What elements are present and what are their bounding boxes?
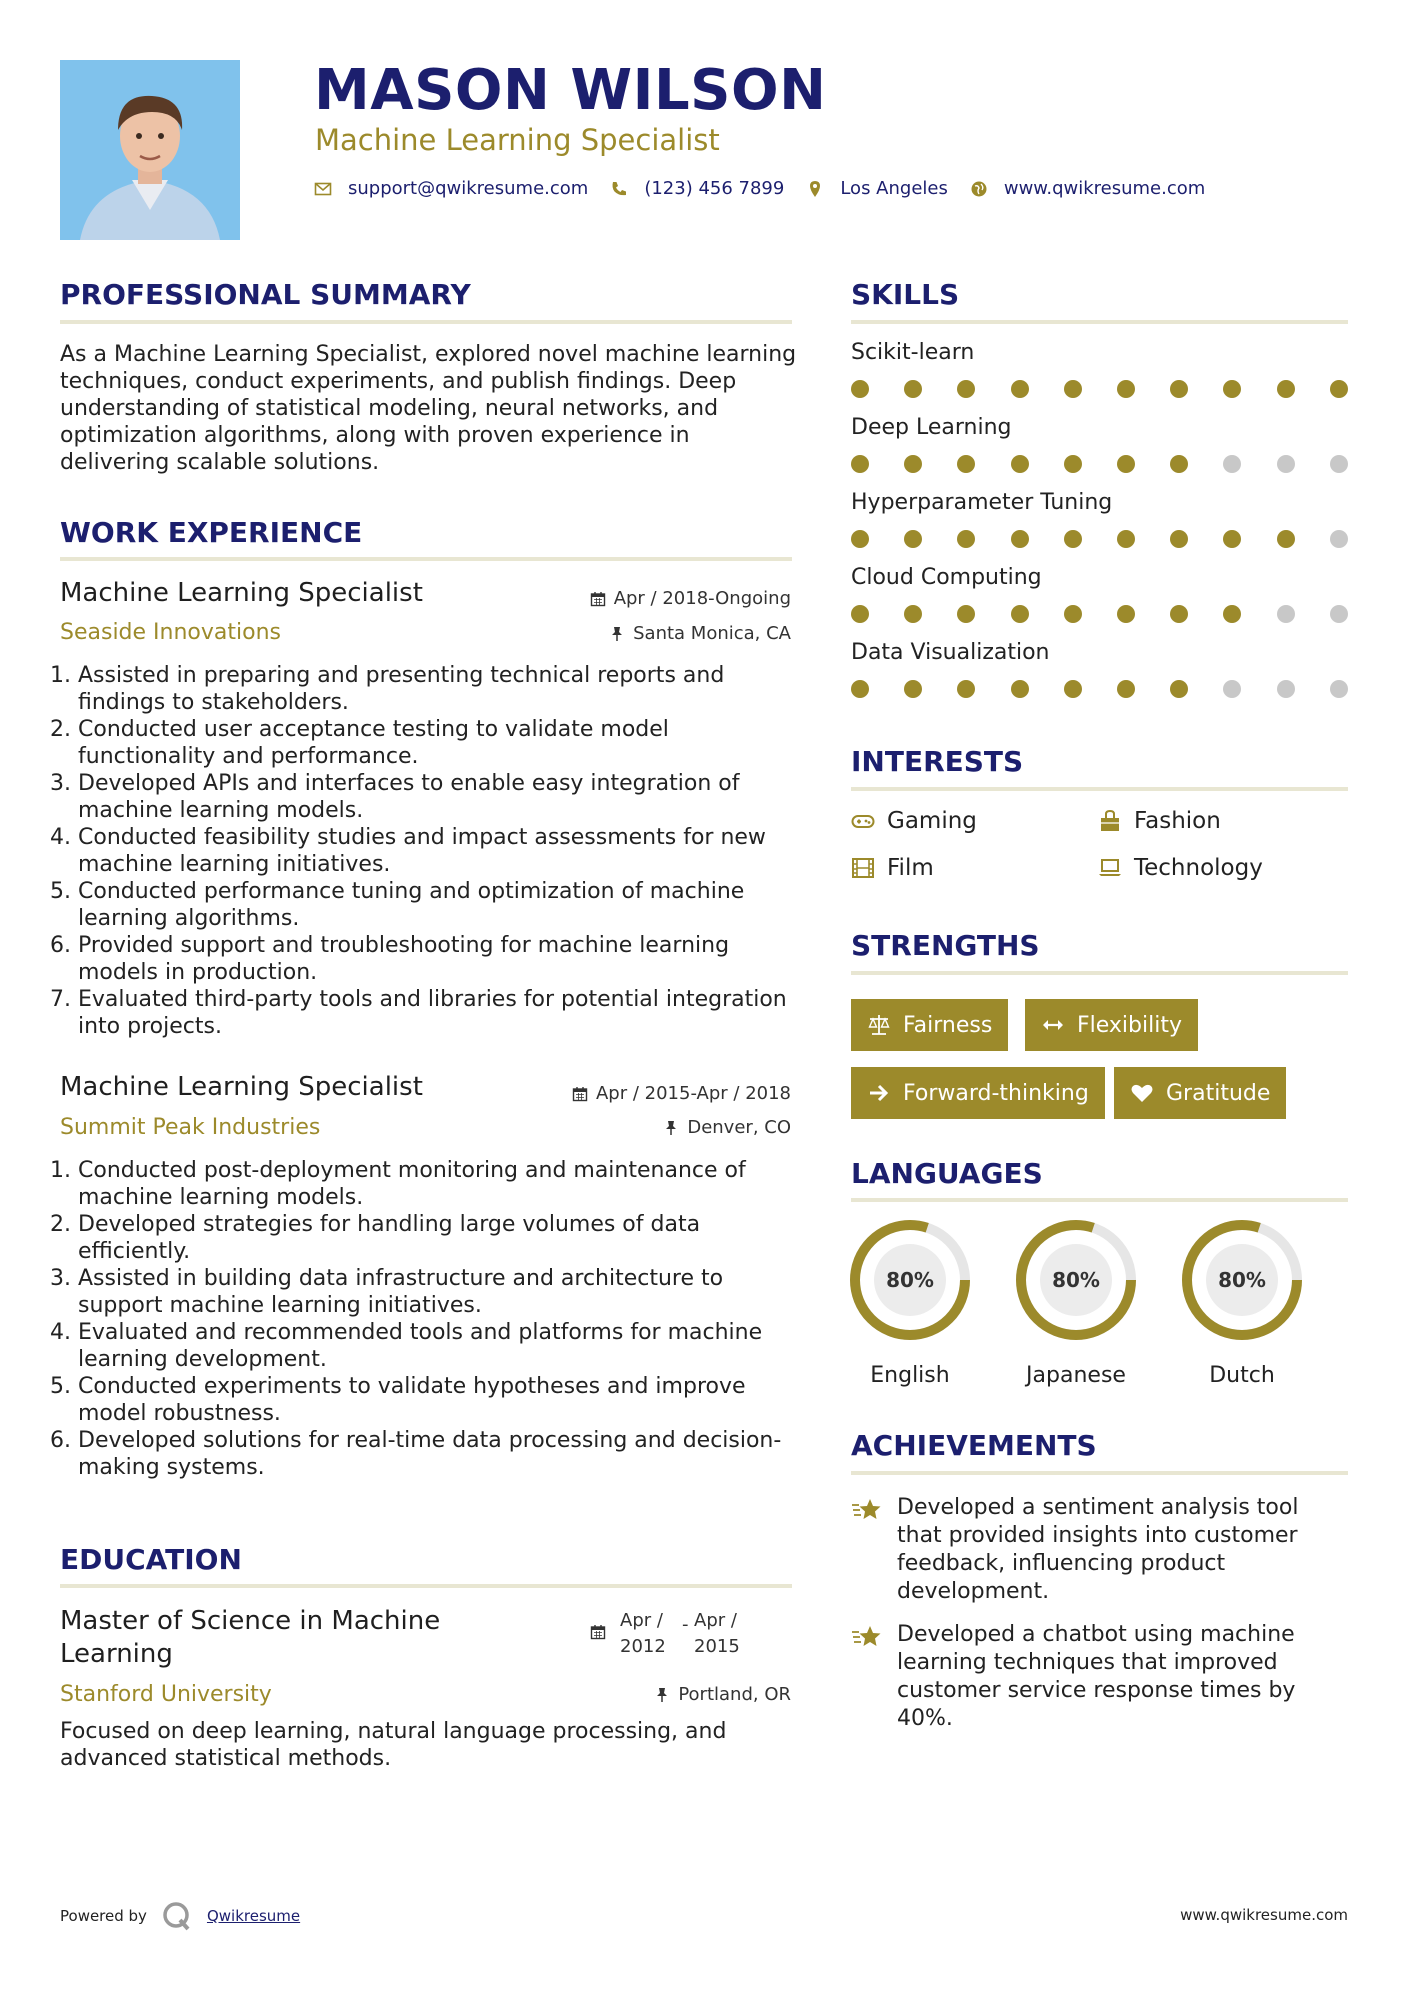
rating-dot-filled [1011, 605, 1029, 623]
achievement-item [851, 1494, 1348, 1606]
rating-dot-filled [1223, 605, 1241, 623]
date-dash: - [682, 1614, 689, 1635]
job-dates-text: Apr / 2018-Ongoing [613, 588, 791, 609]
footer-website[interactable]: www.qwikresume.com [1180, 1906, 1348, 1924]
interest-item [851, 855, 934, 881]
job-dates [590, 588, 791, 609]
rating-dot-filled [851, 680, 869, 698]
skill-rating [851, 380, 1348, 398]
end-year: 2015 [694, 1636, 740, 1657]
rating-dot-empty [1330, 530, 1348, 548]
end-month: Apr / [694, 1610, 737, 1631]
rating-dot-filled [1117, 530, 1135, 548]
job-bullet: 6. Developed solutions for real-time data processing and decision-making systems. [78, 1427, 800, 1481]
qwikresume-logo-icon [161, 1900, 193, 1932]
calendar-icon [590, 1624, 606, 1640]
rating-dot-filled [851, 530, 869, 548]
rating-dot-filled [851, 605, 869, 623]
education-end [694, 1608, 754, 1660]
strength-label: Forward-thinking [903, 1080, 1089, 1106]
education-location [654, 1684, 791, 1705]
rating-dot-filled [1011, 530, 1029, 548]
rating-dot-filled [1330, 380, 1348, 398]
achievements-heading: ACHIEVEMENTS [851, 1429, 1097, 1462]
interest-label: Gaming [887, 808, 977, 834]
rating-dot-filled [957, 605, 975, 623]
job-location-text: Santa Monica, CA [633, 623, 791, 644]
star-medal-icon [851, 1623, 883, 1651]
experience-divider [60, 557, 792, 561]
arrows-horizontal-icon [1041, 1013, 1065, 1037]
contact-bar [314, 178, 1227, 199]
shopping-bag-icon [1098, 809, 1122, 833]
phone-icon [610, 180, 628, 198]
job-location [609, 623, 791, 644]
skill-name: Data Visualization [851, 640, 1050, 665]
powered-by-label: Powered by [60, 1907, 147, 1925]
rating-dot-empty [1277, 605, 1295, 623]
rating-dot-filled [904, 380, 922, 398]
experience-heading: WORK EXPERIENCE [60, 516, 363, 549]
job-bullet-list [60, 1157, 800, 1481]
rating-dot-filled [904, 680, 922, 698]
rating-dot-filled [1064, 605, 1082, 623]
qwikresume-link[interactable]: Qwikresume [206, 1907, 301, 1925]
job-bullet: 1. Assisted in preparing and presenting technical reports and findings to stakeholders. [78, 662, 800, 716]
language-name: English [870, 1363, 950, 1388]
pushpin-icon [609, 626, 625, 642]
languages-divider [851, 1198, 1348, 1202]
job-dates [572, 1083, 791, 1104]
rating-dot-filled [1117, 680, 1135, 698]
rating-dot-empty [1277, 680, 1295, 698]
skills-divider [851, 320, 1348, 324]
education-divider [60, 1584, 792, 1588]
job-bullet: 1. Conducted post-deployment monitoring and maintenance of machine learning models. [78, 1157, 800, 1211]
rating-dot-filled [1011, 680, 1029, 698]
rating-dot-filled [1223, 530, 1241, 548]
language-progress-ring [849, 1219, 971, 1341]
pushpin-icon [654, 1687, 670, 1703]
interests-divider [851, 787, 1348, 791]
education-location-text: Portland, OR [678, 1684, 791, 1705]
strengths-divider [851, 971, 1348, 975]
job-company: Seaside Innovations [60, 620, 281, 645]
skill-rating [851, 530, 1348, 548]
contact-phone[interactable] [610, 178, 784, 199]
education-start [620, 1608, 682, 1660]
rating-dot-empty [1330, 680, 1348, 698]
rating-dot-filled [1170, 380, 1188, 398]
website-text: www.qwikresume.com [1003, 178, 1206, 199]
language-percent: 80% [1052, 1268, 1100, 1292]
skill-rating [851, 455, 1348, 473]
rating-dot-filled [1117, 455, 1135, 473]
phone-text: (123) 456 7899 [644, 178, 785, 199]
job-role: Machine Learning Specialist [60, 578, 423, 608]
achievements-divider [851, 1471, 1348, 1475]
education-text: Focused on deep learning, natural language processing, and advanced statistical methods. [60, 1719, 727, 1771]
rating-dot-filled [1064, 455, 1082, 473]
school-name: Stanford University [60, 1682, 272, 1707]
job-bullet: 4. Conducted feasibility studies and impact assessments for new machine learning initiatives. [78, 824, 800, 878]
rating-dot-filled [1170, 680, 1188, 698]
job-bullet: 2. Conducted user acceptance testing to validate model functionality and performance. [78, 716, 800, 770]
skill-name: Deep Learning [851, 415, 1012, 440]
education-dates [590, 1608, 754, 1660]
interest-item [1098, 855, 1263, 881]
strength-tag [1114, 1067, 1286, 1119]
strength-label: Gratitude [1166, 1080, 1271, 1106]
strengths-heading: STRENGTHS [851, 929, 1040, 962]
balance-scale-icon [867, 1013, 891, 1037]
job-bullet: 5. Conducted experiments to validate hypotheses and improve model robustness. [78, 1373, 800, 1427]
job-company: Summit Peak Industries [60, 1115, 321, 1140]
interest-item [851, 808, 977, 834]
star-medal-icon [851, 1496, 883, 1524]
job-location-text: Denver, CO [687, 1117, 791, 1138]
interest-item [1098, 808, 1221, 834]
education-heading: EDUCATION [60, 1543, 242, 1576]
strength-label: Fairness [903, 1012, 993, 1038]
rating-dot-filled [1064, 680, 1082, 698]
strength-tag [851, 999, 1008, 1051]
interest-label: Fashion [1134, 808, 1221, 834]
rating-dot-filled [957, 530, 975, 548]
rating-dot-filled [957, 455, 975, 473]
language-name: Japanese [1026, 1363, 1126, 1388]
strength-tag [851, 1067, 1105, 1119]
summary-heading: PROFESSIONAL SUMMARY [60, 278, 471, 311]
skill-name: Scikit-learn [851, 340, 975, 365]
job-bullet: 3. Assisted in building data infrastructure and architecture to support machine learning initiatives. [78, 1265, 800, 1319]
start-month: Apr / [620, 1610, 663, 1631]
calendar-icon [590, 591, 606, 607]
candidate-name: MASON WILSON [314, 58, 827, 123]
language-progress-ring [1181, 1219, 1303, 1341]
summary-divider [60, 320, 792, 324]
strength-tag [1025, 999, 1198, 1051]
skill-rating [851, 680, 1348, 698]
rating-dot-empty [1223, 680, 1241, 698]
film-icon [851, 856, 875, 880]
job-bullet: 6. Provided support and troubleshooting for machine learning models in production. [78, 932, 800, 986]
arrow-right-icon [867, 1081, 891, 1105]
job-dates-text: Apr / 2015-Apr / 2018 [595, 1083, 791, 1104]
language-progress-ring [1015, 1219, 1137, 1341]
globe-icon [970, 180, 988, 198]
job-bullet: 5. Conducted performance tuning and optimization of machine learning algorithms. [78, 878, 800, 932]
strength-label: Flexibility [1077, 1012, 1182, 1038]
rating-dot-filled [1011, 380, 1029, 398]
rating-dot-filled [1170, 530, 1188, 548]
rating-dot-filled [851, 380, 869, 398]
rating-dot-empty [1223, 455, 1241, 473]
language-name: Dutch [1209, 1363, 1275, 1388]
heart-icon [1130, 1081, 1154, 1105]
skill-rating [851, 605, 1348, 623]
rating-dot-filled [1223, 380, 1241, 398]
achievement-item [851, 1621, 1348, 1733]
language-item [849, 1219, 971, 1388]
job-bullet-list [60, 662, 800, 1040]
achievement-text: Developed a chatbot using machine learning techniques that improved customer service response times by 40%. [897, 1622, 1296, 1731]
rating-dot-filled [1117, 605, 1135, 623]
job-bullet: 2. Developed strategies for handling large volumes of data efficiently. [78, 1211, 800, 1265]
start-year: 2012 [620, 1636, 666, 1657]
footer-branding [60, 1900, 300, 1932]
rating-dot-filled [957, 380, 975, 398]
summary-text: As a Machine Learning Specialist, explored novel machine learning techniques, conduct experiments, and publish findings. Deep understanding of statistical modeling, neural networks, and optimization algorithms, along with proven experience in delivering scalable solutions. [60, 342, 797, 475]
degree-line-2: Learning [60, 1639, 173, 1669]
rating-dot-filled [1011, 455, 1029, 473]
language-item [1181, 1219, 1303, 1388]
interests-heading: INTERESTS [851, 745, 1024, 778]
rating-dot-filled [1277, 380, 1295, 398]
rating-dot-empty [1330, 605, 1348, 623]
pushpin-icon [663, 1120, 679, 1136]
rating-dot-filled [904, 455, 922, 473]
rating-dot-filled [904, 530, 922, 548]
language-item [1015, 1219, 1137, 1388]
rating-dot-empty [1330, 455, 1348, 473]
skill-name: Cloud Computing [851, 565, 1042, 590]
languages-heading: LANGUAGES [851, 1157, 1043, 1190]
rating-dot-filled [1064, 380, 1082, 398]
rating-dot-filled [904, 605, 922, 623]
rating-dot-filled [1064, 530, 1082, 548]
contact-location [806, 178, 948, 199]
interest-label: Technology [1134, 855, 1263, 881]
envelope-icon [314, 180, 332, 198]
map-pin-icon [806, 180, 824, 198]
skills-heading: SKILLS [851, 278, 960, 311]
job-location [663, 1117, 791, 1138]
rating-dot-filled [1277, 530, 1295, 548]
degree-title [60, 1605, 440, 1671]
language-percent: 80% [1218, 1268, 1266, 1292]
rating-dot-empty [1277, 455, 1295, 473]
profile-photo [60, 60, 240, 240]
rating-dot-filled [851, 455, 869, 473]
gamepad-icon [851, 809, 875, 833]
language-percent: 80% [886, 1268, 934, 1292]
rating-dot-filled [1170, 455, 1188, 473]
location-text: Los Angeles [840, 178, 948, 199]
achievement-text: Developed a sentiment analysis tool that provided insights into customer feedback, influencing product development. [897, 1495, 1299, 1604]
degree-line-1: Master of Science in Machine [60, 1606, 441, 1636]
job-bullet: 3. Developed APIs and interfaces to enable easy integration of machine learning models. [78, 770, 800, 824]
skill-name: Hyperparameter Tuning [851, 490, 1113, 515]
calendar-icon [572, 1086, 588, 1102]
rating-dot-filled [1170, 605, 1188, 623]
rating-dot-filled [1117, 380, 1135, 398]
contact-email[interactable] [314, 178, 588, 199]
laptop-icon [1098, 856, 1122, 880]
job-bullet: 4. Evaluated and recommended tools and platforms for machine learning development. [78, 1319, 800, 1373]
candidate-title: Machine Learning Specialist [315, 123, 720, 157]
interest-label: Film [887, 855, 934, 881]
contact-website[interactable] [970, 178, 1205, 199]
email-text: support@qwikresume.com [348, 178, 589, 199]
job-role: Machine Learning Specialist [60, 1072, 423, 1102]
job-bullet: 7. Evaluated third-party tools and libraries for potential integration into projects. [78, 986, 800, 1040]
rating-dot-filled [957, 680, 975, 698]
